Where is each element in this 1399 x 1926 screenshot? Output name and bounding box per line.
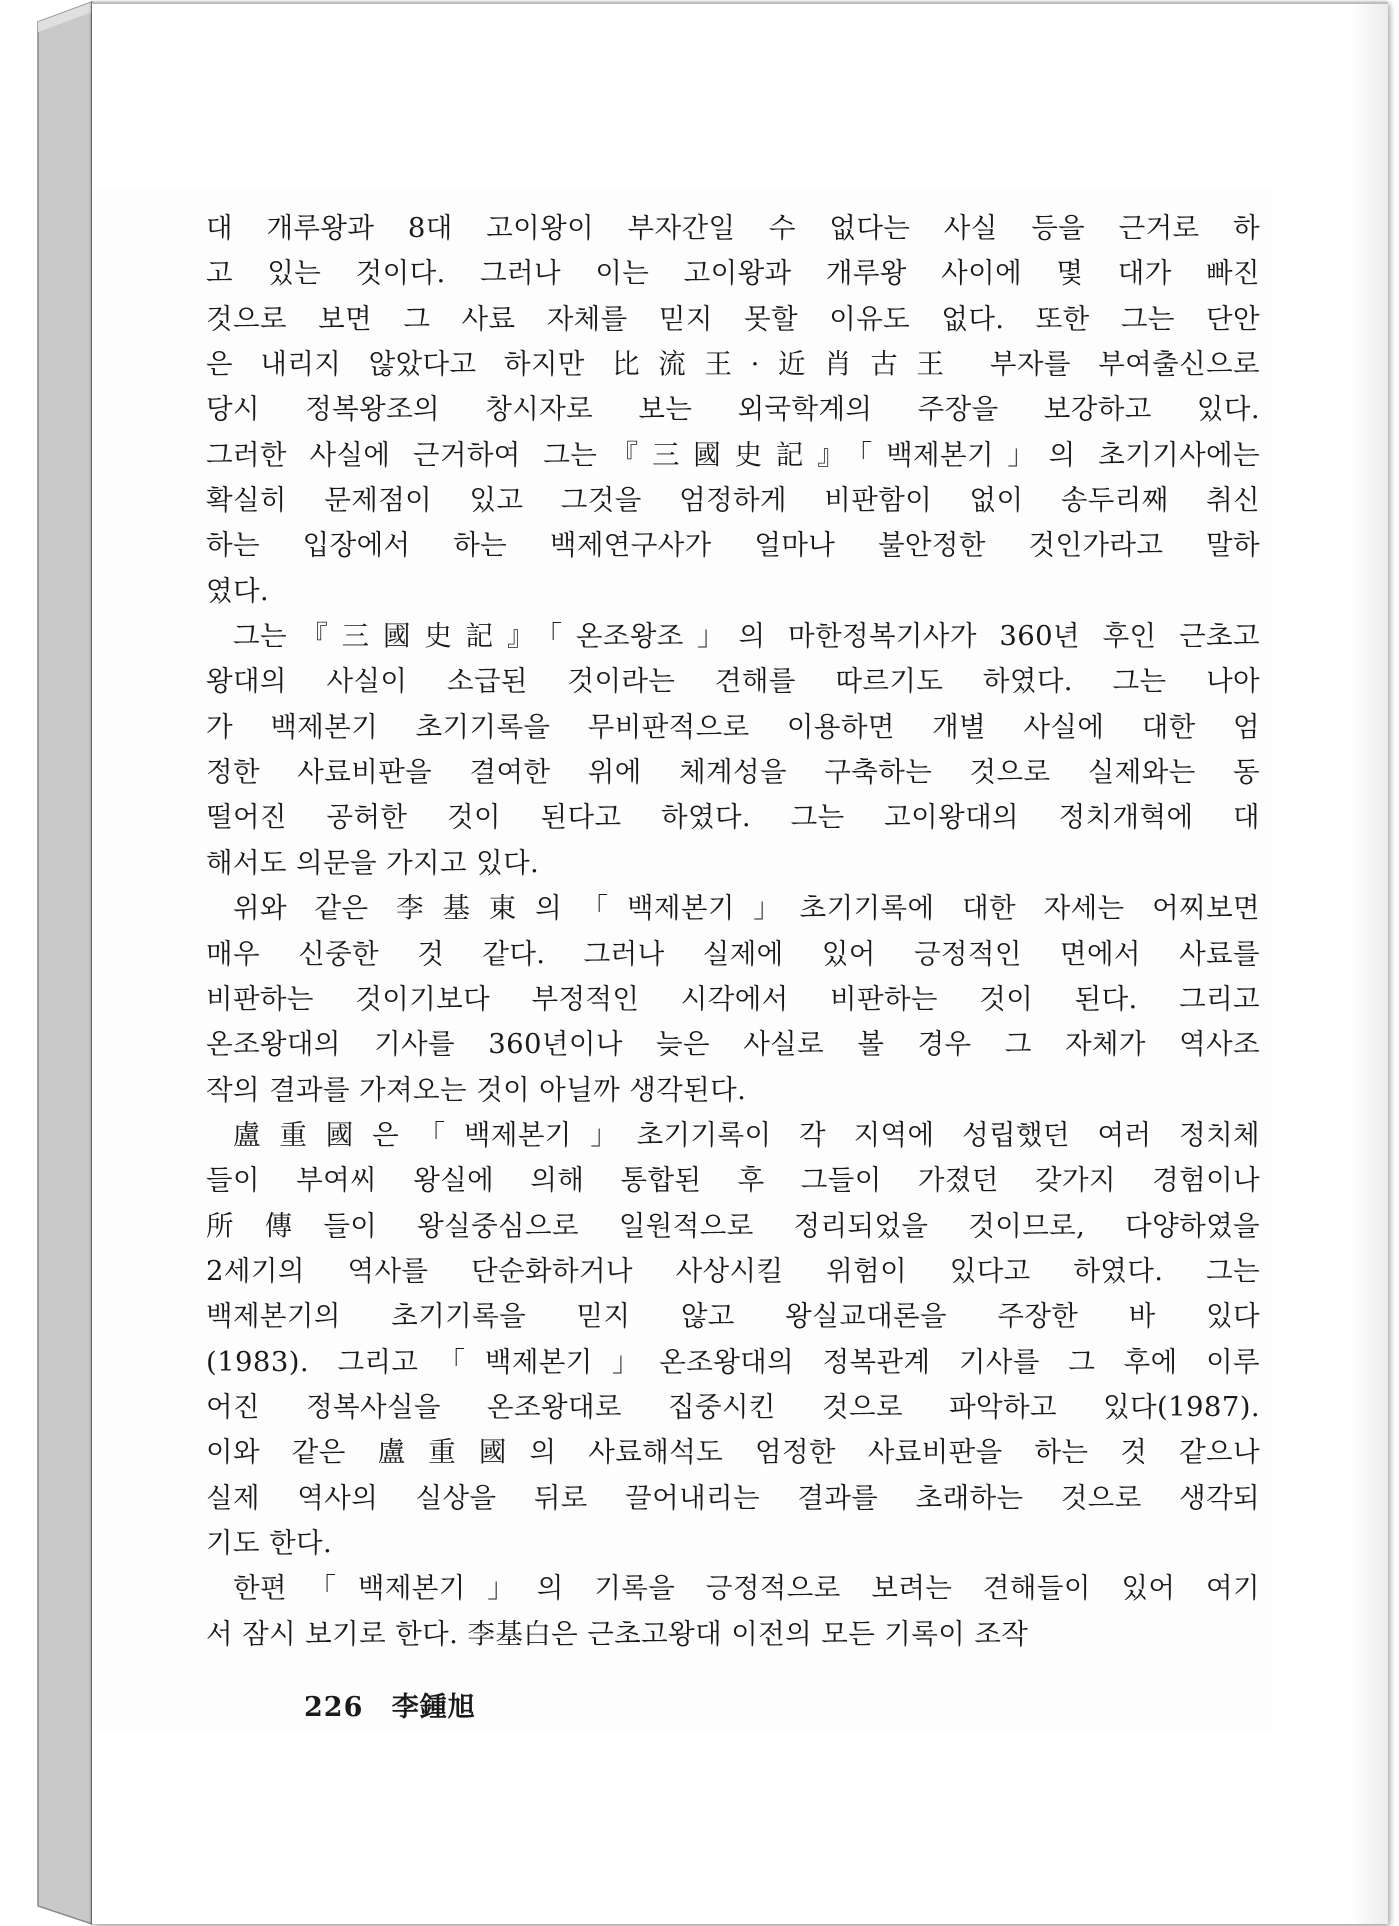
- text-line: 것으로 보면 그 사료 자체를 믿지 못할 이유도 없다. 또한 그는 단안: [206, 302, 1260, 335]
- text-line: 은 내리지 않았다고 하지만 比流王·近肖古王 부자를 부여출신으로: [206, 348, 1260, 381]
- text-line: 비판하는 것이기보다 부정적인 시각에서 비판하는 것이 된다. 그리고: [206, 982, 1260, 1015]
- paragraph: [206, 1113, 1260, 1566]
- text-line: 이와 같은 盧重國의 사료해석도 엄정한 사료비판을 하는 것 같으나: [206, 1436, 1260, 1469]
- text-line: 해서도 의문을 가지고 있다.: [206, 846, 540, 879]
- text-line: 2세기의 역사를 단순화하거나 사상시킬 위험이 있다고 하였다. 그는: [206, 1254, 1260, 1287]
- text-line: 그러한 사실에 근거하여 그는『三國史記』「백제본기」의 초기기사에는: [206, 438, 1260, 471]
- text-line: 매우 신중한 것 같다. 그러나 실제에 있어 긍정적인 면에서 사료를: [206, 937, 1260, 970]
- page-number: 226: [304, 1692, 364, 1723]
- body-text: [206, 206, 1260, 1657]
- text-line: 하는 입장에서 하는 백제연구사가 얼마나 불안정한 것인가라고 말하: [206, 529, 1260, 562]
- text-line: 작의 결과를 가져오는 것이 아닐까 생각된다.: [206, 1073, 747, 1106]
- page-footer: [304, 1685, 476, 1724]
- text-line: 대 개루왕과 8대 고이왕이 부자간일 수 없다는 사실 등을 근거로 하: [206, 212, 1260, 244]
- paragraph: [206, 206, 1260, 614]
- page-right-shadow: [1350, 4, 1388, 1924]
- text-line: 고 있는 것이다. 그러나 이는 고이왕과 개루왕 사이에 몇 대가 빠진: [206, 257, 1260, 290]
- text-line: 온조왕대의 기사를 360년이나 늦은 사실로 볼 경우 그 자체가 역사조: [206, 1028, 1260, 1061]
- running-author: 李鍾旭: [391, 1692, 476, 1723]
- text-line: 왕대의 사실이 소급된 것이라는 견해를 따르기도 하였다. 그는 나아: [206, 665, 1260, 698]
- text-line: 가 백제본기 초기기록을 무비판적으로 이용하면 개별 사실에 대한 엄: [206, 710, 1260, 743]
- text-line: 들이 부여씨 왕실에 의해 통합된 후 그들이 가졌던 갖가지 경험이나: [206, 1164, 1260, 1197]
- text-line: 그는『三國史記』「온조왕조」의 마한정복기사가 360년 후인 근초고: [233, 620, 1260, 653]
- text-line: 실제 역사의 실상을 뒤로 끌어내리는 결과를 초래하는 것으로 생각되: [206, 1481, 1260, 1514]
- text-line: 정한 사료비판을 결여한 위에 체계성을 구축하는 것으로 실제와는 동: [206, 756, 1260, 789]
- text-line: 확실히 문제점이 있고 그것을 엄정하게 비판함이 없이 송두리째 취신: [206, 484, 1260, 517]
- text-line: 위와 같은 李基東의「백제본기」초기기록에 대한 자세는 어찌보면: [233, 892, 1260, 925]
- text-line: 한편「백제본기」의 기록을 긍정적으로 보려는 견해들이 있어 여기: [233, 1572, 1260, 1605]
- paragraph: [206, 614, 1260, 886]
- text-line: 어진 정복사실을 온조왕대로 집중시킨 것으로 파악하고 있다(1987).: [206, 1390, 1260, 1423]
- text-line: 떨어진 공허한 것이 된다고 하였다. 그는 고이왕대의 정치개혁에 대: [206, 801, 1260, 834]
- text-line: 盧重國은「백제본기」초기기록이 각 지역에 성립했던 여러 정치체: [233, 1118, 1260, 1151]
- text-line: 였다.: [206, 574, 270, 607]
- paragraph: [206, 886, 1260, 1113]
- text-line: 서 잠시 보기로 한다. 李基白은 근초고왕대 이전의 모든 기록이 조작: [206, 1617, 1029, 1650]
- text-line: 백제본기의 초기기록을 믿지 않고 왕실교대론을 주장한 바 있다: [206, 1300, 1260, 1333]
- text-line: 당시 정복왕조의 창시자로 보는 외국학계의 주장을 보강하고 있다.: [206, 393, 1260, 426]
- paragraph: [206, 1566, 1260, 1657]
- text-line: (1983). 그리고「백제본기」온조왕대의 정복관계 기사를 그 후에 이루: [206, 1345, 1260, 1378]
- text-line: 기도 한다.: [206, 1526, 333, 1559]
- text-line: 所傳들이 왕실중심으로 일원적으로 정리되었을 것이므로, 다양하였을: [206, 1209, 1260, 1242]
